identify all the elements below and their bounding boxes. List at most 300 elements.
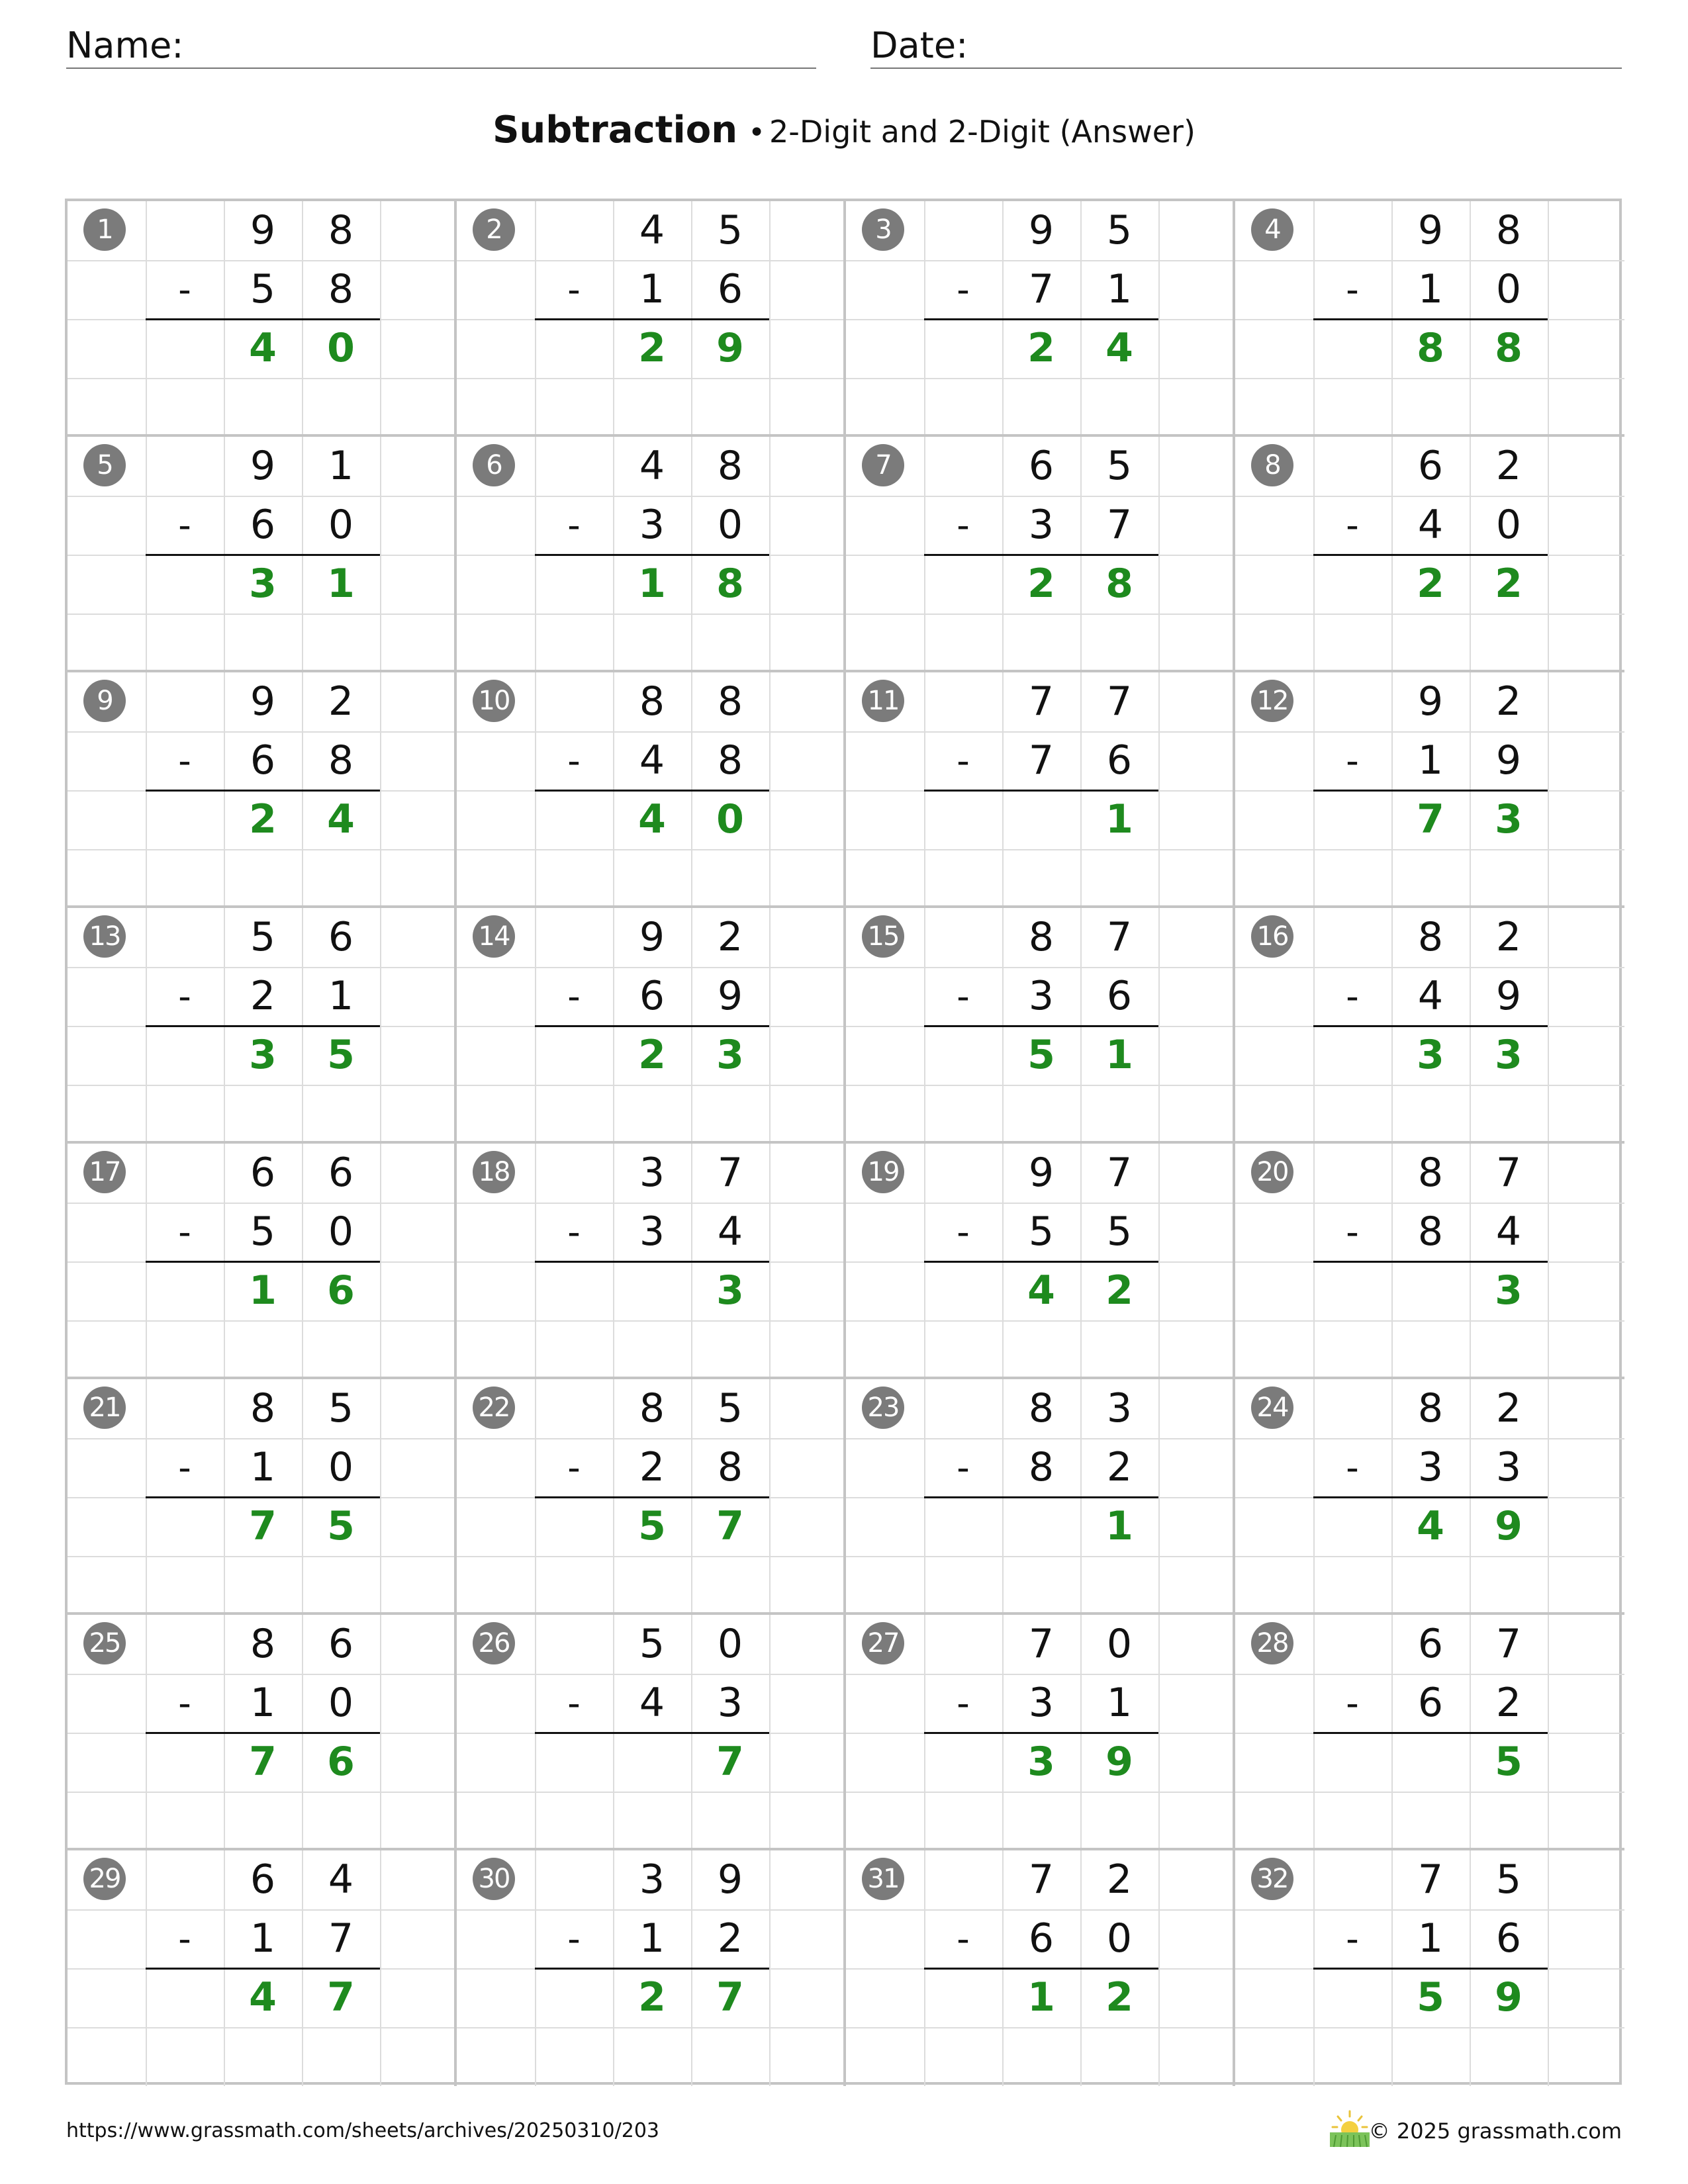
subtrahend-tens: 7 (1028, 737, 1055, 784)
title-main: Subtraction (492, 109, 738, 152)
date-label: Date: (870, 24, 968, 66)
grid-hline (457, 1320, 843, 1322)
grid-hline (846, 614, 1233, 615)
problem-6 (457, 437, 846, 672)
date-field[interactable] (870, 23, 1622, 69)
answer-tens: 2 (638, 1974, 666, 2021)
answer-ones: 0 (716, 796, 744, 842)
minuend-tens: 7 (1417, 1856, 1444, 1903)
answer-tens: 1 (249, 1267, 277, 1314)
subtrahend-ones: 5 (1106, 1208, 1133, 1255)
minuend-tens: 9 (1028, 1150, 1055, 1196)
grid-vline (769, 201, 771, 434)
answer-ones: 1 (1105, 1032, 1133, 1078)
minuend-tens: 5 (250, 914, 276, 960)
answer-ones: 4 (327, 796, 355, 842)
subtrahend-tens: 6 (639, 973, 665, 1019)
subtrahend-ones: 6 (1106, 737, 1133, 784)
name-label: Name: (66, 24, 184, 66)
subtrahend-ones: 0 (328, 1680, 354, 1726)
problem-number-badge: 28 (1251, 1622, 1293, 1664)
answer-ones: 9 (1105, 1739, 1133, 1785)
minus-sign: - (567, 1682, 581, 1724)
minuend-ones: 8 (1495, 207, 1522, 253)
minuend-tens: 9 (250, 678, 276, 725)
subtrahend-ones: 6 (1106, 973, 1133, 1019)
title-bullet: • (748, 116, 766, 150)
minus-sign: - (178, 740, 191, 782)
answer-tens: 2 (249, 796, 277, 842)
subtrahend-tens: 3 (1028, 1680, 1055, 1726)
problem-number-badge: 17 (83, 1151, 126, 1193)
answer-tens: 3 (1417, 1032, 1444, 1078)
problem-25 (68, 1615, 457, 1850)
grid-hline (68, 2027, 454, 2028)
answer-ones: 6 (327, 1267, 355, 1314)
footer-url[interactable]: https://www.grassmath.com/sheets/archives/20250310/203 (66, 2119, 660, 2142)
subtrahend-ones: 8 (328, 737, 354, 784)
subtrahend-ones: 9 (1495, 737, 1522, 784)
minuend-tens: 9 (1417, 207, 1444, 253)
minuend-ones: 8 (717, 443, 743, 489)
name-field[interactable] (66, 23, 816, 69)
subtrahend-ones: 8 (328, 266, 354, 312)
grid-vline (769, 1144, 771, 1377)
minus-sign: - (178, 269, 191, 310)
problem-14 (457, 908, 846, 1144)
minuend-tens: 6 (1417, 1621, 1444, 1667)
answer-tens: 4 (249, 1974, 277, 2021)
answer-ones: 7 (716, 1974, 744, 2021)
answer-ones: 9 (1495, 1503, 1523, 1549)
sun-over-grass-logo-icon (1327, 2109, 1372, 2148)
answer-tens: 3 (249, 1032, 277, 1078)
answer-tens: 2 (1027, 561, 1055, 607)
grid-vline (380, 1615, 381, 1848)
subtrahend-tens: 5 (1028, 1208, 1055, 1255)
problem-17 (68, 1144, 457, 1379)
minuend-ones: 2 (1495, 914, 1522, 960)
grid-hline (1235, 1085, 1624, 1086)
subtrahend-ones: 4 (717, 1208, 743, 1255)
minuend-ones: 6 (328, 1621, 354, 1667)
grid-vline (1548, 1615, 1549, 1848)
answer-ones: 3 (1495, 796, 1523, 842)
minuend-ones: 2 (1106, 1856, 1133, 1903)
minus-sign: - (1346, 1447, 1359, 1488)
grid-hline (1235, 1320, 1624, 1322)
minuend-tens: 7 (1028, 678, 1055, 725)
subtrahend-tens: 1 (250, 1915, 276, 1962)
subtrahend-tens: 2 (639, 1444, 665, 1490)
answer-ones: 0 (327, 325, 355, 371)
grid-vline (380, 201, 381, 434)
subtrahend-tens: 4 (639, 737, 665, 784)
problem-28 (1235, 1615, 1624, 1850)
minus-sign: - (1346, 1682, 1359, 1724)
minus-sign: - (178, 1447, 191, 1488)
minuend-tens: 8 (1417, 1385, 1444, 1432)
subtrahend-ones: 0 (1495, 266, 1522, 312)
subtrahend-tens: 2 (250, 973, 276, 1019)
minus-sign: - (567, 1211, 581, 1253)
answer-tens: 4 (1027, 1267, 1055, 1314)
minuend-ones: 5 (1495, 1856, 1522, 1903)
answer-ones: 7 (716, 1503, 744, 1549)
grid-hline (457, 614, 843, 615)
problem-number-badge: 15 (862, 915, 904, 958)
problem-16 (1235, 908, 1624, 1144)
answer-tens: 2 (1027, 325, 1055, 371)
minuend-ones: 2 (1495, 443, 1522, 489)
minus-sign: - (567, 740, 581, 782)
problem-19 (846, 1144, 1235, 1379)
subtrahend-tens: 6 (1417, 1680, 1444, 1726)
grid-hline (846, 1556, 1233, 1557)
problem-number-badge: 22 (473, 1387, 515, 1429)
answer-ones: 8 (1495, 325, 1523, 371)
grid-vline (1548, 908, 1549, 1141)
problem-3 (846, 201, 1235, 437)
subtrahend-ones: 2 (1106, 1444, 1133, 1490)
answer-tens: 7 (249, 1503, 277, 1549)
problem-number-badge: 26 (473, 1622, 515, 1664)
subtrahend-ones: 1 (328, 973, 354, 1019)
answer-ones: 2 (1495, 561, 1523, 607)
subtrahend-ones: 2 (1495, 1680, 1522, 1726)
answer-tens: 4 (249, 325, 277, 371)
problem-20 (1235, 1144, 1624, 1379)
grid-vline (380, 1144, 381, 1377)
problem-15 (846, 908, 1235, 1144)
subtrahend-tens: 5 (250, 266, 276, 312)
minuend-ones: 2 (1495, 1385, 1522, 1432)
grid-hline (846, 1085, 1233, 1086)
subtrahend-ones: 4 (1495, 1208, 1522, 1255)
answer-ones: 9 (1495, 1974, 1523, 2021)
subtrahend-tens: 3 (639, 502, 665, 548)
answer-tens (1002, 790, 1080, 849)
problem-24 (1235, 1379, 1624, 1615)
minuend-tens: 4 (639, 207, 665, 253)
problem-number-badge: 8 (1251, 444, 1293, 486)
grid-hline (68, 849, 454, 850)
grid-hline (457, 378, 843, 379)
subtrahend-tens: 4 (1417, 973, 1444, 1019)
answer-ones: 3 (1495, 1267, 1523, 1314)
minus-sign: - (567, 1447, 581, 1488)
answer-tens: 1 (1027, 1974, 1055, 2021)
subtrahend-tens: 6 (250, 502, 276, 548)
grid-hline (68, 614, 454, 615)
minus-sign: - (957, 1918, 970, 1960)
subtrahend-tens: 4 (1417, 502, 1444, 548)
subtrahend-tens: 1 (250, 1444, 276, 1490)
problem-8 (1235, 437, 1624, 672)
subtrahend-ones: 9 (717, 973, 743, 1019)
subtrahend-ones: 0 (1106, 1915, 1133, 1962)
subtrahend-tens: 3 (639, 1208, 665, 1255)
minuend-ones: 1 (328, 443, 354, 489)
answer-tens (1391, 1733, 1470, 1792)
minuend-tens: 8 (639, 1385, 665, 1432)
subtrahend-tens: 8 (1417, 1208, 1444, 1255)
subtrahend-ones: 0 (328, 1444, 354, 1490)
grid-vline (1548, 1379, 1549, 1612)
minus-sign: - (1346, 269, 1359, 310)
minuend-ones: 8 (328, 207, 354, 253)
grid-hline (457, 1085, 843, 1086)
grid-vline (769, 1615, 771, 1848)
answer-ones: 5 (1495, 1739, 1523, 1785)
date-underline (870, 68, 1622, 69)
subtrahend-ones: 0 (328, 502, 354, 548)
subtrahend-tens: 1 (1417, 266, 1444, 312)
subtrahend-tens: 8 (1028, 1444, 1055, 1490)
answer-ones: 1 (1105, 796, 1133, 842)
answer-tens: 2 (638, 1032, 666, 1078)
answer-tens: 7 (249, 1739, 277, 1785)
subtrahend-ones: 9 (1495, 973, 1522, 1019)
name-underline (66, 68, 816, 69)
minuend-tens: 3 (639, 1150, 665, 1196)
minuend-ones: 4 (328, 1856, 354, 1903)
problem-number-badge: 11 (862, 680, 904, 722)
minuend-tens: 5 (639, 1621, 665, 1667)
answer-tens: 2 (1417, 561, 1444, 607)
grid-hline (846, 378, 1233, 379)
minuend-tens: 9 (1417, 678, 1444, 725)
answer-tens: 1 (638, 561, 666, 607)
minuend-tens: 6 (250, 1856, 276, 1903)
grid-hline (457, 1792, 843, 1793)
subtrahend-ones: 3 (717, 1680, 743, 1726)
minuend-ones: 7 (717, 1150, 743, 1196)
minus-sign: - (1346, 740, 1359, 782)
answer-ones: 8 (716, 561, 744, 607)
minuend-tens: 8 (639, 678, 665, 725)
grid-hline (1235, 378, 1624, 379)
grid-vline (1158, 1379, 1160, 1612)
minuend-ones: 5 (717, 1385, 743, 1432)
minuend-tens: 7 (1028, 1856, 1055, 1903)
grid-hline (68, 1792, 454, 1793)
minus-sign: - (957, 976, 970, 1017)
problem-2 (457, 201, 846, 437)
problem-5 (68, 437, 457, 672)
answer-ones: 7 (327, 1974, 355, 2021)
problem-number-badge: 10 (473, 680, 515, 722)
problem-7 (846, 437, 1235, 672)
problem-number-badge: 13 (83, 915, 126, 958)
minus-sign: - (957, 1211, 970, 1253)
subtrahend-ones: 1 (1106, 1680, 1133, 1726)
minus-sign: - (957, 1682, 970, 1724)
grid-vline (769, 908, 771, 1141)
problem-grid (65, 199, 1622, 2085)
problem-number-badge: 19 (862, 1151, 904, 1193)
grid-vline (1158, 201, 1160, 434)
problem-number-badge: 5 (83, 444, 126, 486)
answer-tens: 4 (638, 796, 666, 842)
answer-tens: 8 (1417, 325, 1444, 371)
answer-ones: 3 (716, 1267, 744, 1314)
problem-number-badge: 2 (473, 208, 515, 251)
grid-vline (1158, 1144, 1160, 1377)
minus-sign: - (1346, 1211, 1359, 1253)
problem-11 (846, 672, 1235, 908)
problem-number-badge: 25 (83, 1622, 126, 1664)
grid-vline (769, 672, 771, 905)
problem-number-badge: 24 (1251, 1387, 1293, 1429)
minus-sign: - (957, 1447, 970, 1488)
answer-tens: 5 (1417, 1974, 1444, 2021)
problem-number-badge: 21 (83, 1387, 126, 1429)
grid-hline (846, 1792, 1233, 1793)
answer-ones: 5 (327, 1032, 355, 1078)
subtrahend-tens: 7 (1028, 266, 1055, 312)
grid-vline (1548, 1144, 1549, 1377)
answer-ones: 3 (716, 1032, 744, 1078)
grid-vline (380, 908, 381, 1141)
problem-12 (1235, 672, 1624, 908)
grid-vline (1158, 1615, 1160, 1848)
problem-number-badge: 14 (473, 915, 515, 958)
minuend-ones: 6 (328, 914, 354, 960)
answer-tens (1391, 1261, 1470, 1320)
minuend-ones: 0 (717, 1621, 743, 1667)
subtrahend-ones: 7 (328, 1915, 354, 1962)
minuend-ones: 7 (1106, 914, 1133, 960)
grid-hline (1235, 1792, 1624, 1793)
problem-10 (457, 672, 846, 908)
minuend-ones: 7 (1106, 678, 1133, 725)
grid-vline (380, 1379, 381, 1612)
answer-ones: 4 (1105, 325, 1133, 371)
minus-sign: - (1346, 976, 1359, 1017)
answer-ones: 1 (327, 561, 355, 607)
minuend-ones: 7 (1495, 1150, 1522, 1196)
minus-sign: - (178, 1682, 191, 1724)
subtrahend-ones: 0 (717, 502, 743, 548)
minus-sign: - (567, 269, 581, 310)
minuend-ones: 5 (1106, 443, 1133, 489)
grid-vline (1158, 437, 1160, 670)
subtrahend-tens: 6 (250, 737, 276, 784)
minuend-ones: 6 (328, 1150, 354, 1196)
problem-number-badge: 6 (473, 444, 515, 486)
problem-number-badge: 32 (1251, 1858, 1293, 1900)
answer-tens: 4 (1417, 1503, 1444, 1549)
grid-vline (769, 1379, 771, 1612)
answer-ones: 7 (716, 1739, 744, 1785)
problem-number-badge: 4 (1251, 208, 1293, 251)
minus-sign: - (957, 504, 970, 546)
minuend-ones: 7 (1495, 1621, 1522, 1667)
minuend-tens: 8 (1417, 914, 1444, 960)
problem-number-badge: 23 (862, 1387, 904, 1429)
answer-tens (613, 1733, 691, 1792)
problem-27 (846, 1615, 1235, 1850)
minuend-tens: 8 (1417, 1150, 1444, 1196)
problem-22 (457, 1379, 846, 1615)
grid-hline (457, 1556, 843, 1557)
problem-29 (68, 1850, 457, 2086)
subtrahend-ones: 1 (1106, 266, 1133, 312)
subtrahend-tens: 6 (1028, 1915, 1055, 1962)
problem-number-badge: 27 (862, 1622, 904, 1664)
minus-sign: - (178, 504, 191, 546)
answer-ones: 1 (1105, 1503, 1133, 1549)
problem-23 (846, 1379, 1235, 1615)
subtrahend-tens: 1 (639, 1915, 665, 1962)
grid-vline (1548, 672, 1549, 905)
subtrahend-ones: 7 (1106, 502, 1133, 548)
minuend-ones: 5 (328, 1385, 354, 1432)
grid-vline (1548, 437, 1549, 670)
minus-sign: - (1346, 504, 1359, 546)
answer-tens: 3 (1027, 1739, 1055, 1785)
problem-number-badge: 12 (1251, 680, 1293, 722)
minuend-ones: 8 (717, 678, 743, 725)
problem-number-badge: 20 (1251, 1151, 1293, 1193)
subtrahend-tens: 3 (1028, 973, 1055, 1019)
problem-number-badge: 3 (862, 208, 904, 251)
grid-vline (1158, 672, 1160, 905)
grid-vline (380, 672, 381, 905)
grid-hline (68, 1556, 454, 1557)
footer-copyright: © 2025 grassmath.com (1368, 2118, 1622, 2144)
minuend-ones: 5 (1106, 207, 1133, 253)
minuend-ones: 7 (1106, 1150, 1133, 1196)
grid-hline (846, 1320, 1233, 1322)
minuend-tens: 9 (1028, 207, 1055, 253)
minus-sign: - (178, 1918, 191, 1960)
problem-1 (68, 201, 457, 437)
grid-hline (1235, 849, 1624, 850)
problem-number-badge: 29 (83, 1858, 126, 1900)
problem-number-badge: 31 (862, 1858, 904, 1900)
answer-ones: 5 (327, 1503, 355, 1549)
subtrahend-ones: 6 (1495, 1915, 1522, 1962)
subtrahend-ones: 8 (717, 737, 743, 784)
minuend-tens: 9 (250, 443, 276, 489)
problem-31 (846, 1850, 1235, 2086)
grid-hline (1235, 2027, 1624, 2028)
problem-9 (68, 672, 457, 908)
answer-tens: 5 (1027, 1032, 1055, 1078)
subtrahend-tens: 1 (250, 1680, 276, 1726)
subtrahend-tens: 1 (1417, 1915, 1444, 1962)
subtrahend-ones: 3 (1495, 1444, 1522, 1490)
subtrahend-tens: 4 (639, 1680, 665, 1726)
minuend-ones: 2 (1495, 678, 1522, 725)
problem-number-badge: 7 (862, 444, 904, 486)
answer-ones: 8 (1105, 561, 1133, 607)
subtrahend-ones: 2 (717, 1915, 743, 1962)
minus-sign: - (567, 1918, 581, 1960)
minuend-tens: 6 (1028, 443, 1055, 489)
subtrahend-ones: 6 (717, 266, 743, 312)
minuend-tens: 3 (639, 1856, 665, 1903)
minuend-tens: 8 (1028, 1385, 1055, 1432)
minuend-tens: 4 (639, 443, 665, 489)
minuend-tens: 6 (1417, 443, 1444, 489)
answer-ones: 3 (1495, 1032, 1523, 1078)
problem-number-badge: 18 (473, 1151, 515, 1193)
minuend-tens: 9 (639, 914, 665, 960)
answer-tens: 2 (638, 325, 666, 371)
